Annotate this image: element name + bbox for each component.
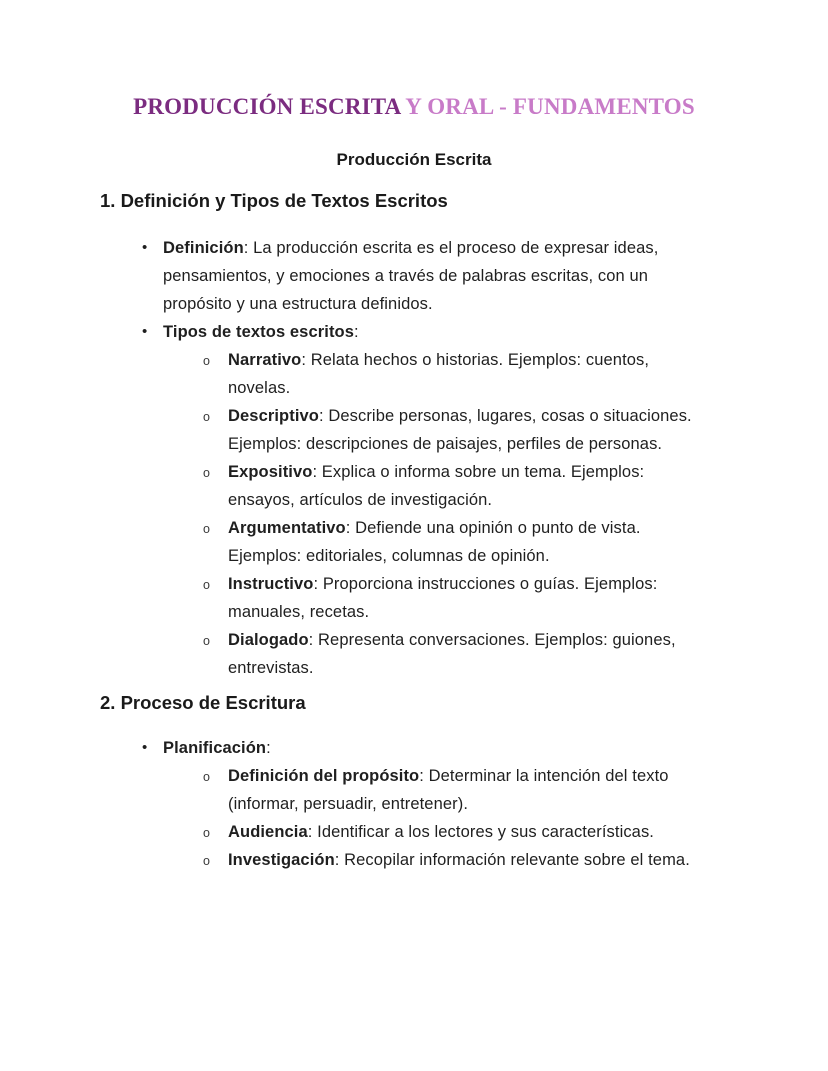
title-main-part: PRODUCCIÓN ESCRITA (133, 94, 401, 119)
item-text: : Proporciona instrucciones o guías. Ejemplos: manuales, recetas. (228, 575, 658, 621)
item-text: : Describe personas, lugares, cosas o situaciones. Ejemplos: descripciones de paisajes, perfiles de personas. (228, 407, 692, 453)
document-title (100, 92, 728, 122)
circle-bullet-icon: o (203, 634, 211, 648)
bullet-icon: • (142, 323, 148, 340)
circle-bullet-icon: o (203, 354, 211, 368)
title-secondary-part: Y ORAL - FUNDAMENTOS (405, 94, 695, 119)
item-text: : Recopilar información relevante sobre el tema. (334, 851, 690, 869)
section-1-bullet-list (100, 234, 728, 682)
term-text: Audiencia (228, 823, 308, 841)
item-text: : Representa conversaciones. Ejemplos: guiones, entrevistas. (228, 631, 676, 677)
term-text: Tipos de textos escritos (163, 323, 354, 341)
circle-bullet-icon: o (203, 466, 211, 480)
circle-bullet-icon: o (203, 578, 211, 592)
section-2-bullet-list (100, 734, 728, 874)
circle-bullet-icon: o (203, 522, 211, 536)
section-1-heading: 1. Definición y Tipos de Textos Escritos (100, 190, 448, 211)
circle-bullet-icon: o (203, 854, 211, 868)
bullet-icon: • (142, 239, 148, 256)
bullet-icon: • (142, 739, 148, 756)
sub-list-item (100, 570, 728, 626)
term-text: Instructivo (228, 575, 314, 593)
circle-bullet-icon: o (203, 770, 211, 784)
item-text: : Determinar la intención del texto (informar, persuadir, entretener). (228, 767, 669, 813)
item-text: : Identificar a los lectores y sus características. (307, 823, 654, 841)
sub-list-item (100, 818, 728, 846)
section-2-heading: 2. Proceso de Escritura (100, 692, 306, 713)
circle-bullet-icon: o (203, 410, 211, 424)
sub-list-item (100, 626, 728, 682)
item-text: : Explica o informa sobre un tema. Ejemplos: ensayos, artículos de investigación. (228, 463, 645, 509)
document-subtitle: Producción Escrita (336, 150, 492, 169)
item-text: : La producción escrita es el proceso de expresar ideas, pensamientos, y emociones a través de palabras escritas, con un propósito y una estructura definidos. (163, 239, 659, 313)
term-text: Investigación (228, 851, 335, 869)
term-text: Descriptivo (228, 407, 319, 425)
item-text: : Defiende una opinión o punto de vista. Ejemplos: editoriales, columnas de opinión. (228, 519, 641, 565)
term-text: Narrativo (228, 351, 302, 369)
term-text: Definición (163, 239, 244, 257)
term-text: Dialogado (228, 631, 309, 649)
circle-bullet-icon: o (203, 826, 211, 840)
term-text: Definición del propósito (228, 767, 420, 785)
item-text: : (354, 323, 359, 341)
sub-list-item (100, 458, 728, 514)
sub-list-item (100, 514, 728, 570)
term-text: Planificación (163, 739, 267, 757)
sub-list-item (100, 402, 728, 458)
term-text: Argumentativo (228, 519, 346, 537)
item-text: : Relata hechos o historias. Ejemplos: cuentos, novelas. (228, 351, 650, 397)
sub-list-item (100, 846, 728, 874)
list-item (100, 234, 728, 318)
list-item (100, 318, 728, 346)
list-item (100, 734, 728, 762)
sub-list-item (100, 346, 728, 402)
sub-list-item (100, 762, 728, 818)
term-text: Expositivo (228, 463, 313, 481)
item-text: : (266, 739, 271, 757)
